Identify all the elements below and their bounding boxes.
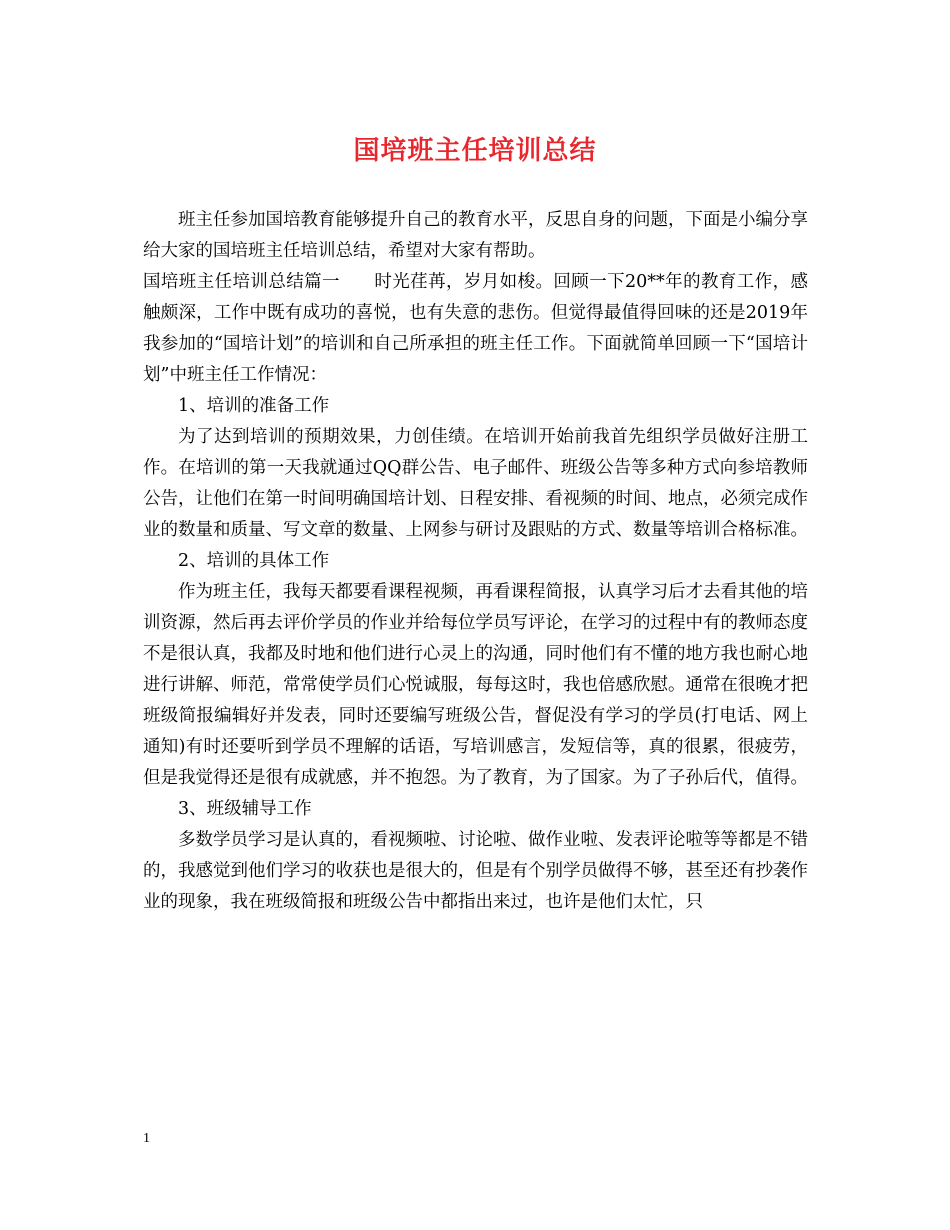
page-number: 1 — [143, 1131, 150, 1146]
intro-paragraph: 班主任参加国培教育能够提升自己的教育水平，反思自身的问题，下面是小编分享给大家的国培班主任培训总结，希望对大家有帮助。 — [143, 210, 808, 261]
section-paragraph — [143, 267, 808, 391]
heading-specific-work: 2、培训的具体工作 — [178, 551, 330, 571]
paragraph-preparation: 为了达到培训的预期效果，力创佳绩。在培训开始前我首先组织学员做好注册工作。在培训的第一天我就通过QQ群公告、电子邮件、班级公告等多种方式向参培教师公告，让他们在第一时间明确国培计划、日程安排、看视频的时间、地点，必须完成作业的数量和质量、写文章的数量、上网参与研讨及跟贴的方式、数量等培训合格标准。 — [143, 427, 808, 540]
section-label: 国培班主任培训总结篇一 — [143, 272, 340, 292]
paragraph-class-tutoring: 多数学员学习是认真的，看视频啦、讨论啦、做作业啦、发表评论啦等等都是不错的，我感觉到他们学习的收获也是很大的，但是有个别学员做得不够，甚至还有抄袭作业的现象，我在班级简报和班级公告中都指出来过，也许是他们太忙，只 — [143, 830, 808, 912]
heading-preparation: 1、培训的准备工作 — [178, 396, 330, 416]
document-title: 国培班主任培训总结 — [353, 136, 597, 166]
paragraph-specific-work: 作为班主任，我每天都要看课程视频，再看课程简报，认真学习后才去看其他的培训资源，然后再去评价学员的作业并给每位学员写评论，在学习的过程中有的教师态度不是很认真，我都及时地和他们进行心灵上的沟通，同时他们有不懂的地方我也耐心地进行讲解、师范，常常使学员们心悦诚服，每每这时，我也倍感欣慰。通常在很晚才把班级简报编辑好并发表，同时还要编写班级公告，督促没有学习的学员(打电话、网上通知)有时还要听到学员不理解的话语，写培训感言，发短信等，真的很累，很疲劳，但是我觉得还是很有成就感，并不抱怨。为了教育，为了国家。为了子孙后代，值得。 — [143, 582, 808, 788]
section-text: 时光荏苒，岁月如梭。回顾一下20**年的教育工作，感触颇深，工作中既有成功的喜悦，也有失意的悲伤。但觉得最值得回味的还是2019年我参加的“国培计划”的培训和自己所承担的班主任工作。下面就简单回顾一下“国培计划”中班主任工作情况： — [143, 272, 808, 385]
heading-class-tutoring: 3、班级辅导工作 — [178, 799, 312, 819]
document-body — [143, 205, 808, 918]
